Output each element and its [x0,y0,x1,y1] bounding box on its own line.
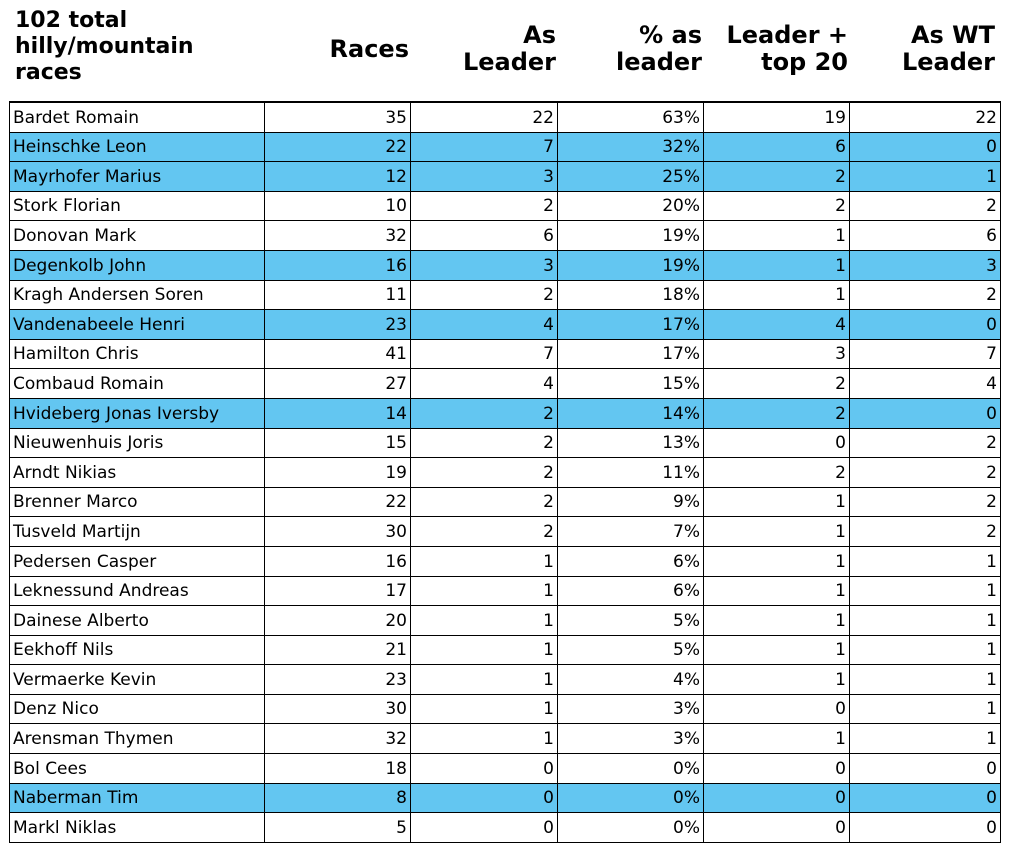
rider-name-cell[interactable]: Stork Florian [10,191,265,221]
leader-top20-cell[interactable]: 1 [704,487,850,517]
races-cell[interactable]: 30 [265,517,411,547]
as-wt-leader-cell[interactable]: 2 [850,191,1001,221]
leader-top20-cell[interactable]: 0 [704,754,850,784]
spreadsheet [9,0,1000,843]
races-cell[interactable]: 8 [265,783,411,813]
rider-name-cell[interactable]: Nieuwenhuis Joris [10,428,265,458]
header-races[interactable] [330,36,409,63]
pct-leader-cell[interactable]: 17% [558,339,704,369]
pct-leader-cell[interactable]: 25% [558,162,704,192]
table-row [10,221,1001,251]
header-as-leader-line: Leader [462,48,556,76]
table-row [10,458,1001,488]
races-cell[interactable]: 20 [265,606,411,636]
header-leader-top20[interactable] [726,22,848,76]
rider-name-cell[interactable]: Hvideberg Jonas Iversby [10,398,265,428]
races-cell[interactable]: 30 [265,694,411,724]
rider-name-cell[interactable]: Tusveld Martijn [10,517,265,547]
leader-top20-cell[interactable]: 0 [704,783,850,813]
pct-leader-cell[interactable]: 5% [558,635,704,665]
rider-name-cell[interactable]: Bol Cees [10,754,265,784]
rider-name-cell[interactable]: Combaud Romain [10,369,265,399]
leader-top20-cell[interactable]: 1 [704,250,850,280]
header-races-line: Races [329,35,409,63]
races-cell[interactable]: 32 [265,724,411,754]
pct-leader-cell[interactable]: 9% [558,487,704,517]
rider-name-cell[interactable]: Leknessund Andreas [10,576,265,606]
leader-top20-cell[interactable]: 1 [704,221,850,251]
rider-name-cell[interactable]: Arensman Thymen [10,724,265,754]
leader-top20-cell[interactable]: 1 [704,606,850,636]
pct-leader-cell[interactable]: 13% [558,428,704,458]
header-leader-top20-line: Leader + [726,21,848,49]
table-row [10,191,1001,221]
races-cell[interactable]: 12 [265,162,411,192]
races-cell[interactable]: 15 [265,428,411,458]
rider-name-cell[interactable]: Heinschke Leon [10,132,265,162]
races-cell[interactable]: 16 [265,250,411,280]
as-leader-cell[interactable]: 2 [411,487,558,517]
as-leader-cell[interactable]: 1 [411,724,558,754]
leader-top20-cell[interactable]: 1 [704,546,850,576]
as-leader-cell[interactable]: 1 [411,606,558,636]
rider-name-cell[interactable]: Bardet Romain [10,102,265,132]
races-cell[interactable]: 22 [265,487,411,517]
header-as-wt-leader-line: As WT [910,21,995,49]
pct-leader-cell[interactable]: 32% [558,132,704,162]
leader-top20-cell[interactable]: 0 [704,428,850,458]
table-row [10,310,1001,340]
pct-leader-cell[interactable]: 3% [558,724,704,754]
as-leader-cell[interactable]: 0 [411,813,558,843]
leader-top20-cell[interactable]: 1 [704,635,850,665]
as-leader-cell[interactable]: 2 [411,458,558,488]
as-leader-cell[interactable]: 1 [411,635,558,665]
races-cell[interactable]: 14 [265,398,411,428]
leader-top20-cell[interactable]: 2 [704,458,850,488]
as-wt-leader-cell[interactable]: 4 [850,369,1001,399]
as-leader-cell[interactable]: 1 [411,576,558,606]
as-wt-leader-cell[interactable]: 1 [850,576,1001,606]
pct-leader-cell[interactable]: 19% [558,221,704,251]
table-row [10,635,1001,665]
table-row [10,813,1001,843]
leader-top20-cell[interactable]: 1 [704,665,850,695]
pct-leader-cell[interactable]: 18% [558,280,704,310]
as-wt-leader-cell[interactable]: 2 [850,428,1001,458]
pct-leader-cell[interactable]: 20% [558,191,704,221]
header-leader-top20-line: top 20 [761,48,848,76]
header-title-line: 102 total [15,8,128,33]
rider-name-cell[interactable]: Markl Niklas [10,813,265,843]
leader-top20-cell[interactable]: 1 [704,280,850,310]
races-cell[interactable]: 19 [265,458,411,488]
rider-name-cell[interactable]: Naberman Tim [10,783,265,813]
rider-name-cell[interactable]: Arndt Nikias [10,458,265,488]
as-wt-leader-cell[interactable]: 0 [850,754,1001,784]
leader-top20-cell[interactable]: 2 [704,191,850,221]
leader-top20-cell[interactable]: 2 [704,369,850,399]
as-wt-leader-cell[interactable]: 0 [850,813,1001,843]
as-wt-leader-cell[interactable]: 22 [850,102,1001,132]
as-leader-cell[interactable]: 3 [411,250,558,280]
as-wt-leader-cell[interactable]: 2 [850,280,1001,310]
races-cell[interactable]: 10 [265,191,411,221]
table-row [10,754,1001,784]
as-leader-cell[interactable]: 7 [411,132,558,162]
header-as-wt-leader[interactable] [902,22,995,76]
as-wt-leader-cell[interactable]: 1 [850,724,1001,754]
leader-top20-cell[interactable]: 1 [704,576,850,606]
rider-name-cell[interactable]: Vandenabeele Henri [10,310,265,340]
as-wt-leader-cell[interactable]: 1 [850,694,1001,724]
as-wt-leader-cell[interactable]: 7 [850,339,1001,369]
leader-top20-cell[interactable]: 1 [704,724,850,754]
as-leader-cell[interactable]: 22 [411,102,558,132]
table-row [10,576,1001,606]
rider-name-cell[interactable]: Hamilton Chris [10,339,265,369]
table-row [10,783,1001,813]
header-title[interactable] [15,8,194,86]
table-row [10,428,1001,458]
header-row [9,0,1000,101]
as-wt-leader-cell[interactable]: 1 [850,665,1001,695]
races-cell[interactable]: 16 [265,546,411,576]
header-title-line: races [15,60,82,85]
pct-leader-cell[interactable]: 3% [558,694,704,724]
as-leader-cell[interactable]: 2 [411,428,558,458]
header-pct-leader[interactable] [616,22,702,76]
leader-top20-cell[interactable]: 2 [704,398,850,428]
races-cell[interactable]: 27 [265,369,411,399]
rider-table [9,101,1001,843]
leader-top20-cell[interactable]: 0 [704,813,850,843]
rider-table-body [10,102,1001,842]
rider-name-cell[interactable]: Pedersen Casper [10,546,265,576]
as-leader-cell[interactable]: 1 [411,694,558,724]
races-cell[interactable]: 18 [265,754,411,784]
leader-top20-cell[interactable]: 3 [704,339,850,369]
table-row [10,398,1001,428]
as-leader-cell[interactable]: 2 [411,280,558,310]
pct-leader-cell[interactable]: 7% [558,517,704,547]
table-row [10,132,1001,162]
header-as-leader[interactable] [463,22,556,76]
rider-name-cell[interactable]: Denz Nico [10,694,265,724]
table-row [10,102,1001,132]
pct-leader-cell[interactable]: 0% [558,754,704,784]
races-cell[interactable]: 17 [265,576,411,606]
as-leader-cell[interactable]: 4 [411,310,558,340]
pct-leader-cell[interactable]: 6% [558,546,704,576]
pct-leader-cell[interactable]: 0% [558,813,704,843]
pct-leader-cell[interactable]: 15% [558,369,704,399]
rider-name-cell[interactable]: Dainese Alberto [10,606,265,636]
pct-leader-cell[interactable]: 5% [558,606,704,636]
pct-leader-cell[interactable]: 0% [558,783,704,813]
pct-leader-cell[interactable]: 17% [558,310,704,340]
as-wt-leader-cell[interactable]: 2 [850,517,1001,547]
as-wt-leader-cell[interactable]: 0 [850,398,1001,428]
races-cell[interactable]: 11 [265,280,411,310]
as-wt-leader-cell[interactable]: 1 [850,635,1001,665]
as-leader-cell[interactable]: 6 [411,221,558,251]
pct-leader-cell[interactable]: 6% [558,576,704,606]
table-row [10,339,1001,369]
as-leader-cell[interactable]: 1 [411,546,558,576]
rider-name-cell[interactable]: Brenner Marco [10,487,265,517]
as-leader-cell[interactable]: 2 [411,398,558,428]
races-cell[interactable]: 32 [265,221,411,251]
as-wt-leader-cell[interactable]: 6 [850,221,1001,251]
pct-leader-cell[interactable]: 63% [558,102,704,132]
rider-name-cell[interactable]: Mayrhofer Marius [10,162,265,192]
table-row [10,280,1001,310]
leader-top20-cell[interactable]: 19 [704,102,850,132]
as-wt-leader-cell[interactable]: 1 [850,162,1001,192]
header-as-leader-line: As [523,21,556,49]
table-row [10,546,1001,576]
as-wt-leader-cell[interactable]: 2 [850,487,1001,517]
races-cell[interactable]: 23 [265,310,411,340]
table-row [10,250,1001,280]
races-cell[interactable]: 21 [265,635,411,665]
as-wt-leader-cell[interactable]: 2 [850,458,1001,488]
leader-top20-cell[interactable]: 1 [704,517,850,547]
leader-top20-cell[interactable]: 2 [704,162,850,192]
table-row [10,517,1001,547]
as-leader-cell[interactable]: 1 [411,665,558,695]
table-row [10,665,1001,695]
as-wt-leader-cell[interactable]: 0 [850,783,1001,813]
races-cell[interactable]: 41 [265,339,411,369]
as-leader-cell[interactable]: 7 [411,339,558,369]
pct-leader-cell[interactable]: 11% [558,458,704,488]
header-pct-leader-line: leader [616,48,702,76]
rider-name-cell[interactable]: Vermaerke Kevin [10,665,265,695]
table-row [10,369,1001,399]
races-cell[interactable]: 22 [265,132,411,162]
header-pct-leader-line: % as [639,21,702,49]
as-leader-cell[interactable]: 2 [411,517,558,547]
pct-leader-cell[interactable]: 19% [558,250,704,280]
as-leader-cell[interactable]: 0 [411,754,558,784]
pct-leader-cell[interactable]: 14% [558,398,704,428]
header-as-wt-leader-line: Leader [901,48,995,76]
as-leader-cell[interactable]: 4 [411,369,558,399]
as-leader-cell[interactable]: 0 [411,783,558,813]
table-row [10,162,1001,192]
table-row [10,606,1001,636]
rider-name-cell[interactable]: Eekhoff Nils [10,635,265,665]
races-cell[interactable]: 5 [265,813,411,843]
rider-name-cell[interactable]: Degenkolb John [10,250,265,280]
rider-name-cell[interactable]: Donovan Mark [10,221,265,251]
as-wt-leader-cell[interactable]: 1 [850,546,1001,576]
as-wt-leader-cell[interactable]: 3 [850,250,1001,280]
leader-top20-cell[interactable]: 4 [704,310,850,340]
leader-top20-cell[interactable]: 6 [704,132,850,162]
races-cell[interactable]: 23 [265,665,411,695]
pct-leader-cell[interactable]: 4% [558,665,704,695]
rider-name-cell[interactable]: Kragh Andersen Soren [10,280,265,310]
as-wt-leader-cell[interactable]: 0 [850,310,1001,340]
table-row [10,487,1001,517]
as-leader-cell[interactable]: 3 [411,162,558,192]
table-row [10,724,1001,754]
as-wt-leader-cell[interactable]: 1 [850,606,1001,636]
leader-top20-cell[interactable]: 0 [704,694,850,724]
races-cell[interactable]: 35 [265,102,411,132]
table-row [10,694,1001,724]
as-wt-leader-cell[interactable]: 0 [850,132,1001,162]
header-title-line: hilly/mountain [15,34,194,59]
as-leader-cell[interactable]: 2 [411,191,558,221]
